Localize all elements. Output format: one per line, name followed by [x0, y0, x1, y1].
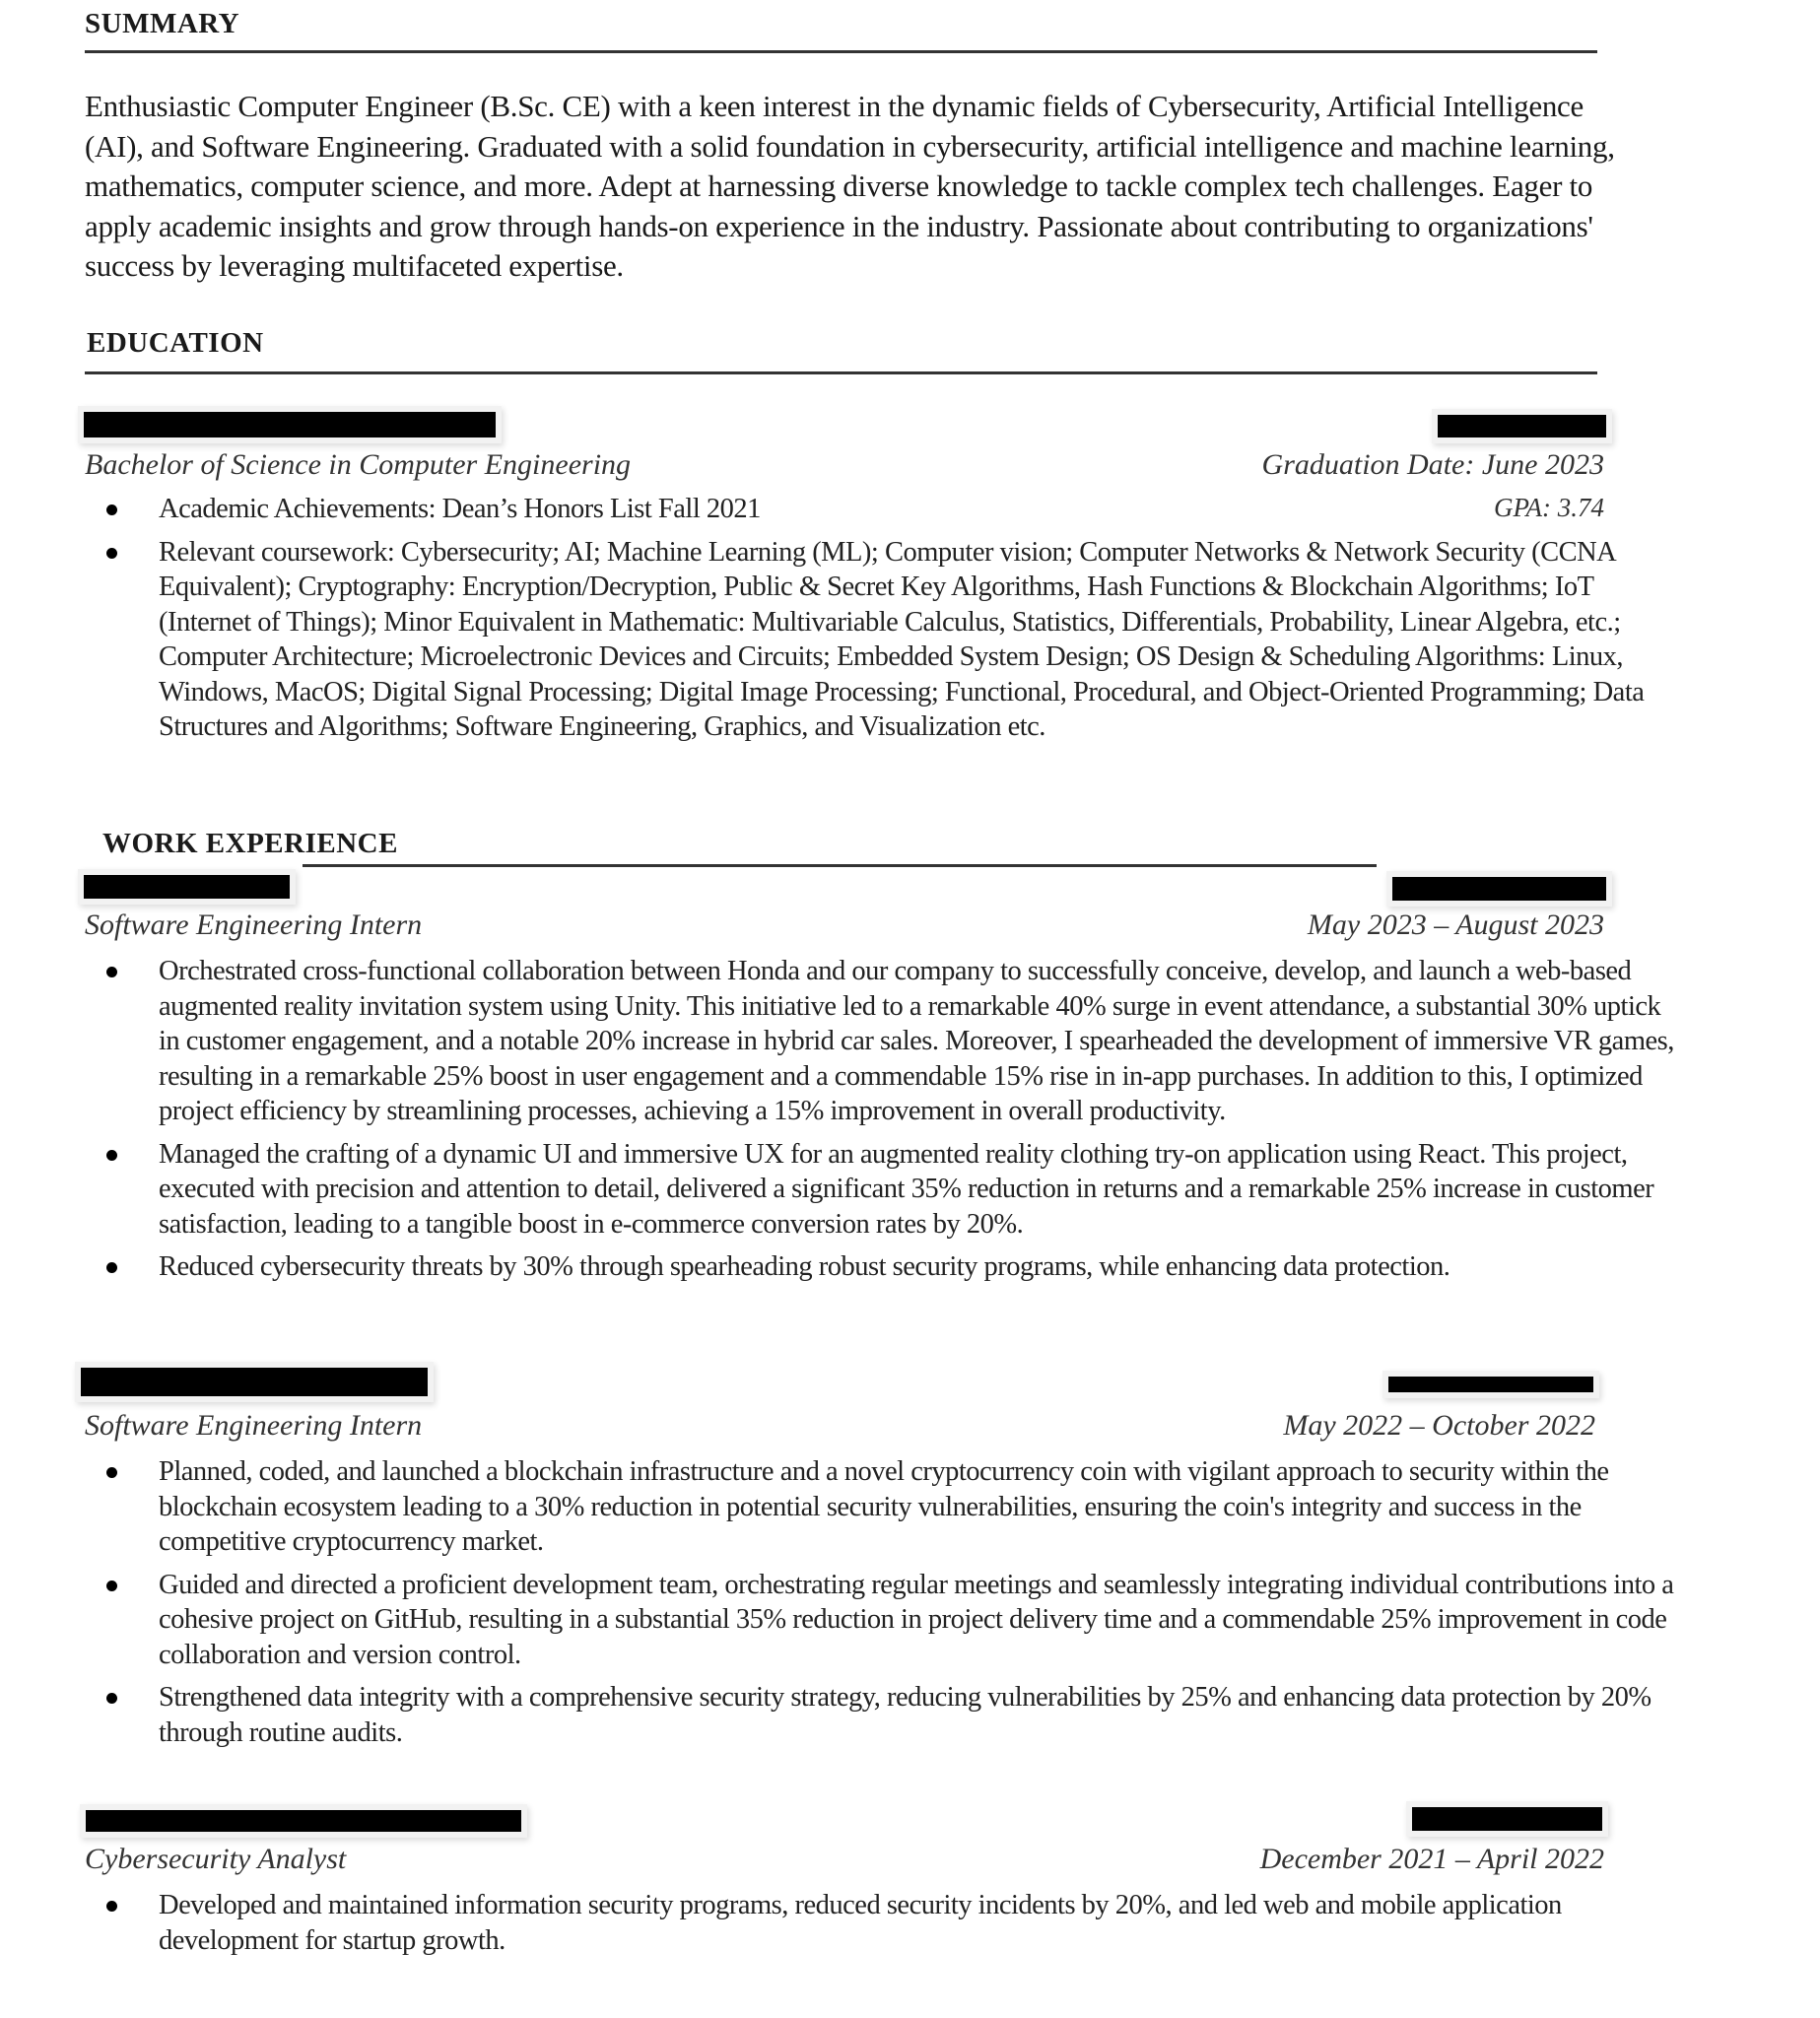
redacted-location [1412, 1807, 1602, 1831]
job-dates: May 2022 – October 2022 [1283, 1409, 1595, 1442]
list-item: Academic Achievements: Dean’s Honors List Fall 2021 [85, 492, 1681, 527]
redacted-company [84, 875, 290, 899]
education-bullets [85, 492, 1681, 753]
bullet-icon [106, 1901, 117, 1912]
job-title: Cybersecurity Analyst [85, 1843, 347, 1875]
job-title: Software Engineering Intern [85, 1409, 423, 1442]
job-title: Software Engineering Intern [85, 908, 423, 941]
redacted-location [1438, 415, 1606, 437]
list-item: Relevant coursework: Cybersecurity; AI; Machine Learning (ML); Computer vision; Computer Networks & Network Security (CCNA Equivalent); Cryptography: Encryption/Decryption, Public & Secret Key Algorithms, Hash Functions & Blockchain Algorithms; IoT (Internet of Things); Minor Equivalent in Mathematic: Multivariable Calculus, Statistics, Differentials, Probability, Linear Algebra, etc.; Computer Architecture; Microelectronic Devices and Circuits; Embedded System Design; OS Design & Scheduling Algorithms: Linux, Windows, MacOS; Digital Signal Processing; Digital Image Processing; Functional, Procedural, and Object-Oriented Programming; Data Structures and Algorithms; Software Engineering, Graphics, and Visualization etc. [85, 535, 1681, 745]
list-item: Guided and directed a proficient development team, orchestrating regular meetings and seamlessly integrating individual contributions into a cohesive project on GitHub, resulting in a substantial 35% reduction in project delivery time and a commendable 25% improvement in code collaboration and version control. [85, 1568, 1681, 1673]
list-item: Managed the crafting of a dynamic UI and immersive UX for an augmented reality clothing try-on application using React. This project, executed with precision and attention to detail, delivered a significant 35% reduction in returns and a remarkable 25% increase in customer satisfaction, leading to a tangible boost in e-commerce conversion rates by 20%. [85, 1137, 1681, 1243]
section-divider [85, 50, 1597, 53]
job-dates: May 2023 – August 2023 [1307, 908, 1604, 941]
bullet-icon [106, 1581, 117, 1591]
bullet-icon [106, 1262, 117, 1273]
summary-text: Enthusiastic Computer Engineer (B.Sc. CE) with a keen interest in the dynamic fields of Cybersecurity, Artificial Intelligence (AI), and Software Engineering. Graduated with a solid foundation in cybersecurity, artificial intelligence and machine learning, mathematics, computer science, and more. Adept at harnessing diverse knowledge to tackle complex tech challenges. Eager to apply academic insights and grow through hands-on experience in the industry. Passionate about contributing to organizations' success by leveraging multifaceted expertise. [85, 89, 1615, 283]
list-item: Developed and maintained information security programs, reduced security incidents by 20%, and led web and mobile application development for startup growth. [85, 1888, 1681, 1958]
gpa: GPA: 3.74 [1494, 493, 1604, 522]
list-item: Strengthened data integrity with a comprehensive security strategy, reducing vulnerabilities by 25% and enhancing data protection by 20% through routine audits. [85, 1680, 1681, 1750]
education-heading: EDUCATION [87, 327, 264, 359]
bullet-icon [106, 1467, 117, 1478]
job-dates: December 2021 – April 2022 [1259, 1843, 1604, 1875]
list-item: Orchestrated cross-functional collaboration between Honda and our company to successfully conceive, develop, and launch a web-based augmented reality invitation system using Unity. This initiative led to a remarkable 40% surge in event attendance, a substantial 30% uptick in customer engagement, and a notable 20% increase in hybrid car sales. Moreover, I spearheaded the development of immersive VR games, resulting in a remarkable 25% boost in user engagement and a commendable 15% rise in in-app purchases. In addition to this, I optimized project efficiency by streamlining processes, achieving a 15% improvement in overall productivity. [85, 954, 1681, 1129]
bullet-icon [106, 1150, 117, 1161]
redacted-company [81, 1368, 428, 1396]
section-divider [85, 371, 1597, 374]
graduation-date: Graduation Date: June 2023 [1261, 448, 1604, 481]
job-bullets [85, 1454, 1681, 1758]
job-bullets [85, 954, 1681, 1293]
section-divider [303, 864, 1377, 867]
redacted-location [1392, 877, 1606, 901]
bullet-icon [106, 548, 117, 559]
list-item: Reduced cybersecurity threats by 30% through spearheading robust security programs, while enhancing data protection. [85, 1249, 1681, 1285]
redacted-company [86, 1810, 521, 1832]
summary-heading: SUMMARY [85, 8, 240, 39]
bullet-icon [106, 504, 117, 515]
redacted-institution [84, 412, 496, 437]
work-experience-heading: WORK EXPERIENCE [102, 828, 398, 859]
bullet-icon [106, 1693, 117, 1704]
redacted-location [1388, 1377, 1593, 1392]
list-item: Planned, coded, and launched a blockchain infrastructure and a novel cryptocurrency coin with vigilant approach to security within the blockchain ecosystem leading to a 30% reduction in potential security vulnerabilities, ensuring the coin's integrity and success in the competitive cryptocurrency market. [85, 1454, 1681, 1560]
bullet-icon [106, 967, 117, 977]
job-bullets [85, 1888, 1681, 1966]
degree: Bachelor of Science in Computer Engineering [85, 448, 632, 481]
